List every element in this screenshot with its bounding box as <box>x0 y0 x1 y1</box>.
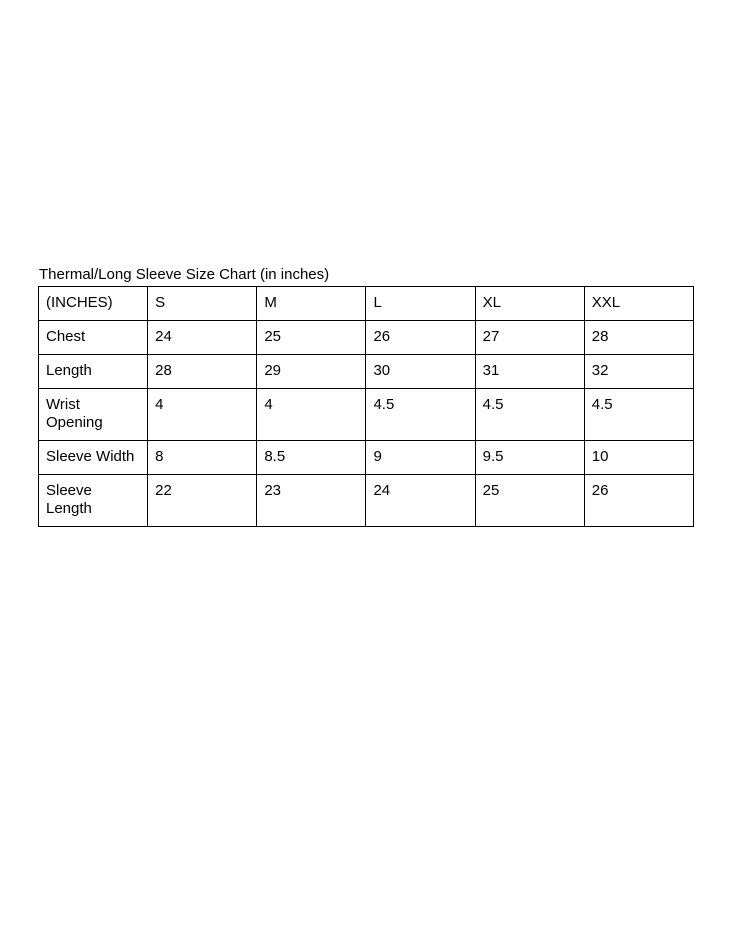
table-cell: 30 <box>366 355 475 389</box>
header-cell-size-l: L <box>366 287 475 321</box>
table-cell: 28 <box>584 321 693 355</box>
header-cell-size-xl: XL <box>475 287 584 321</box>
table-cell: 8.5 <box>257 441 366 475</box>
table-cell: 29 <box>257 355 366 389</box>
table-row-length <box>39 355 694 389</box>
table-row-wrist-opening <box>39 389 694 441</box>
table-cell: 4 <box>257 389 366 441</box>
table-header-row <box>39 287 694 321</box>
row-label: Sleeve Width <box>39 441 148 475</box>
table-cell: 23 <box>257 475 366 527</box>
table-cell: 8 <box>148 441 257 475</box>
table-cell: 4.5 <box>475 389 584 441</box>
table-cell: 25 <box>475 475 584 527</box>
row-label: Wrist Opening <box>39 389 148 441</box>
table-cell: 24 <box>148 321 257 355</box>
row-label: Chest <box>39 321 148 355</box>
table-cell: 27 <box>475 321 584 355</box>
table-cell: 4.5 <box>366 389 475 441</box>
header-cell-size-s: S <box>148 287 257 321</box>
row-label: Length <box>39 355 148 389</box>
table-cell: 4.5 <box>584 389 693 441</box>
table-cell: 26 <box>366 321 475 355</box>
header-cell-size-xxl: XXL <box>584 287 693 321</box>
header-cell-size-m: M <box>257 287 366 321</box>
table-row-sleeve-width <box>39 441 694 475</box>
table-cell: 31 <box>475 355 584 389</box>
table-cell: 22 <box>148 475 257 527</box>
table-row-sleeve-length <box>39 475 694 527</box>
table-row-chest <box>39 321 694 355</box>
row-label: Sleeve Length <box>39 475 148 527</box>
size-chart-table <box>38 286 694 527</box>
table-cell: 25 <box>257 321 366 355</box>
size-chart-title: Thermal/Long Sleeve Size Chart (in inches) <box>39 266 330 283</box>
table-cell: 32 <box>584 355 693 389</box>
table-cell: 28 <box>148 355 257 389</box>
table-cell: 24 <box>366 475 475 527</box>
table-cell: 9 <box>366 441 475 475</box>
table-cell: 26 <box>584 475 693 527</box>
table-cell: 9.5 <box>475 441 584 475</box>
table-cell: 10 <box>584 441 693 475</box>
header-cell-units: (INCHES) <box>39 287 148 321</box>
table-cell: 4 <box>148 389 257 441</box>
